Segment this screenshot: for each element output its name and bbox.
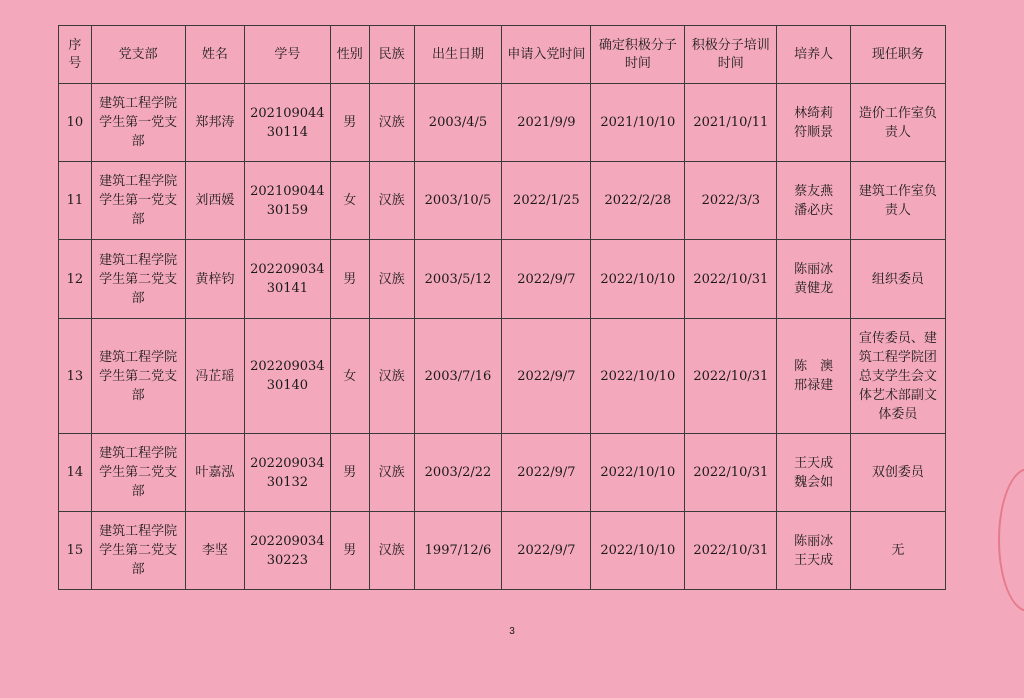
cell-current-title: 组织委员: [850, 240, 945, 319]
header-cell-name: 姓名: [185, 26, 244, 84]
header-cell-current-title: 现任职务: [850, 26, 945, 84]
mentor-name: 陈丽冰: [794, 533, 834, 549]
cell-mentor: [777, 434, 851, 512]
cell-name: 刘西媛: [185, 162, 244, 240]
cell-activist-date: 2022/10/10: [591, 434, 685, 512]
cell-current-title: 造价工作室负责人: [850, 84, 945, 162]
cell-ethnicity: 汉族: [369, 240, 414, 319]
cell-apply-date: 2022/9/7: [502, 319, 591, 434]
mentor-name: 魏会如: [794, 474, 834, 490]
cell-student-id: 20210904430159: [244, 162, 330, 240]
page-number: 3: [509, 626, 515, 637]
cell-no: 10: [59, 84, 92, 162]
header-cell-branch: 党支部: [91, 26, 185, 84]
cell-gender: 男: [330, 240, 369, 319]
cell-birth-date: 2003/5/12: [414, 240, 502, 319]
cell-birth-date: 2003/10/5: [414, 162, 502, 240]
cell-student-id: 20210904430114: [244, 84, 330, 162]
cell-no: 15: [59, 512, 92, 590]
cell-gender: 男: [330, 434, 369, 512]
cell-gender: 女: [330, 319, 369, 434]
cell-activist-date: 2021/10/10: [591, 84, 685, 162]
mentor-name: 林绮莉: [794, 105, 834, 121]
header-cell-gender: 性别: [330, 26, 369, 84]
cell-activist-date: 2022/10/10: [591, 512, 685, 590]
seal-stamp-edge: [998, 468, 1024, 612]
cell-branch: 建筑工程学院学生第二党支部: [91, 512, 185, 590]
cell-name: 郑邦涛: [185, 84, 244, 162]
candidate-roster-table: [58, 25, 946, 590]
cell-birth-date: 2003/4/5: [414, 84, 502, 162]
header-row: [59, 26, 946, 84]
cell-branch: 建筑工程学院学生第一党支部: [91, 84, 185, 162]
mentor-name: 蔡友燕: [794, 183, 834, 199]
cell-birth-date: 1997/12/6: [414, 512, 502, 590]
cell-no: 11: [59, 162, 92, 240]
table-row: [59, 162, 946, 240]
cell-mentor: [777, 162, 851, 240]
cell-current-title: 无: [850, 512, 945, 590]
table-header: [59, 26, 946, 84]
header-cell-apply-date: 申请入党时间: [502, 26, 591, 84]
mentor-name: 符顺景: [794, 124, 834, 140]
cell-activist-date: 2022/10/10: [591, 240, 685, 319]
header-cell-training-date: 积极分子培训时间: [685, 26, 777, 84]
cell-no: 13: [59, 319, 92, 434]
table-row: [59, 240, 946, 319]
cell-birth-date: 2003/7/16: [414, 319, 502, 434]
table-row: [59, 319, 946, 434]
cell-student-id: 20220903430141: [244, 240, 330, 319]
cell-name: 冯芷瑶: [185, 319, 244, 434]
cell-current-title: 宣传委员、建筑工程学院团总支学生会文体艺术部副文体委员: [850, 319, 945, 434]
mentor-name: 陈 澳: [794, 359, 834, 374]
cell-name: 叶嘉泓: [185, 434, 244, 512]
cell-apply-date: 2022/1/25: [502, 162, 591, 240]
header-cell-student-id: 学号: [244, 26, 330, 84]
cell-training-date: 2022/10/31: [685, 434, 777, 512]
cell-apply-date: 2022/9/7: [502, 512, 591, 590]
mentor-name: 邢禄建: [794, 378, 834, 393]
cell-branch: 建筑工程学院学生第二党支部: [91, 319, 185, 434]
cell-student-id: 20220903430140: [244, 319, 330, 434]
mentor-name: 潘必庆: [794, 202, 834, 218]
cell-no: 14: [59, 434, 92, 512]
mentor-name: 王天成: [794, 455, 834, 471]
cell-mentor: [777, 512, 851, 590]
cell-name: 黄梓钧: [185, 240, 244, 319]
cell-mentor: [777, 319, 851, 434]
cell-apply-date: 2022/9/7: [502, 434, 591, 512]
cell-ethnicity: 汉族: [369, 319, 414, 434]
cell-training-date: 2022/10/31: [685, 512, 777, 590]
header-cell-activist-date: 确定积极分子时间: [591, 26, 685, 84]
table-body: [59, 84, 946, 590]
table-row: [59, 434, 946, 512]
cell-ethnicity: 汉族: [369, 512, 414, 590]
cell-activist-date: 2022/10/10: [591, 319, 685, 434]
cell-branch: 建筑工程学院学生第二党支部: [91, 240, 185, 319]
cell-mentor: [777, 84, 851, 162]
cell-birth-date: 2003/2/22: [414, 434, 502, 512]
cell-ethnicity: 汉族: [369, 434, 414, 512]
cell-student-id: 20220903430132: [244, 434, 330, 512]
cell-name: 李坚: [185, 512, 244, 590]
cell-current-title: 双创委员: [850, 434, 945, 512]
cell-training-date: 2022/10/31: [685, 240, 777, 319]
cell-training-date: 2022/3/3: [685, 162, 777, 240]
cell-student-id: 20220903430223: [244, 512, 330, 590]
cell-gender: 男: [330, 512, 369, 590]
cell-no: 12: [59, 240, 92, 319]
cell-apply-date: 2021/9/9: [502, 84, 591, 162]
cell-ethnicity: 汉族: [369, 162, 414, 240]
cell-gender: 男: [330, 84, 369, 162]
table-row: [59, 512, 946, 590]
cell-mentor: [777, 240, 851, 319]
cell-activist-date: 2022/2/28: [591, 162, 685, 240]
mentor-name: 黄健龙: [794, 281, 834, 296]
cell-current-title: 建筑工作室负责人: [850, 162, 945, 240]
header-cell-no: 序号: [59, 26, 92, 84]
cell-branch: 建筑工程学院学生第一党支部: [91, 162, 185, 240]
header-cell-birth-date: 出生日期: [414, 26, 502, 84]
cell-training-date: 2022/10/31: [685, 319, 777, 434]
table-row: [59, 84, 946, 162]
mentor-name: 陈丽冰: [794, 262, 834, 277]
cell-ethnicity: 汉族: [369, 84, 414, 162]
cell-training-date: 2021/10/11: [685, 84, 777, 162]
header-cell-mentor: 培养人: [777, 26, 851, 84]
mentor-name: 王天成: [794, 552, 834, 568]
header-cell-ethnicity: 民族: [369, 26, 414, 84]
cell-branch: 建筑工程学院学生第二党支部: [91, 434, 185, 512]
cell-gender: 女: [330, 162, 369, 240]
cell-apply-date: 2022/9/7: [502, 240, 591, 319]
